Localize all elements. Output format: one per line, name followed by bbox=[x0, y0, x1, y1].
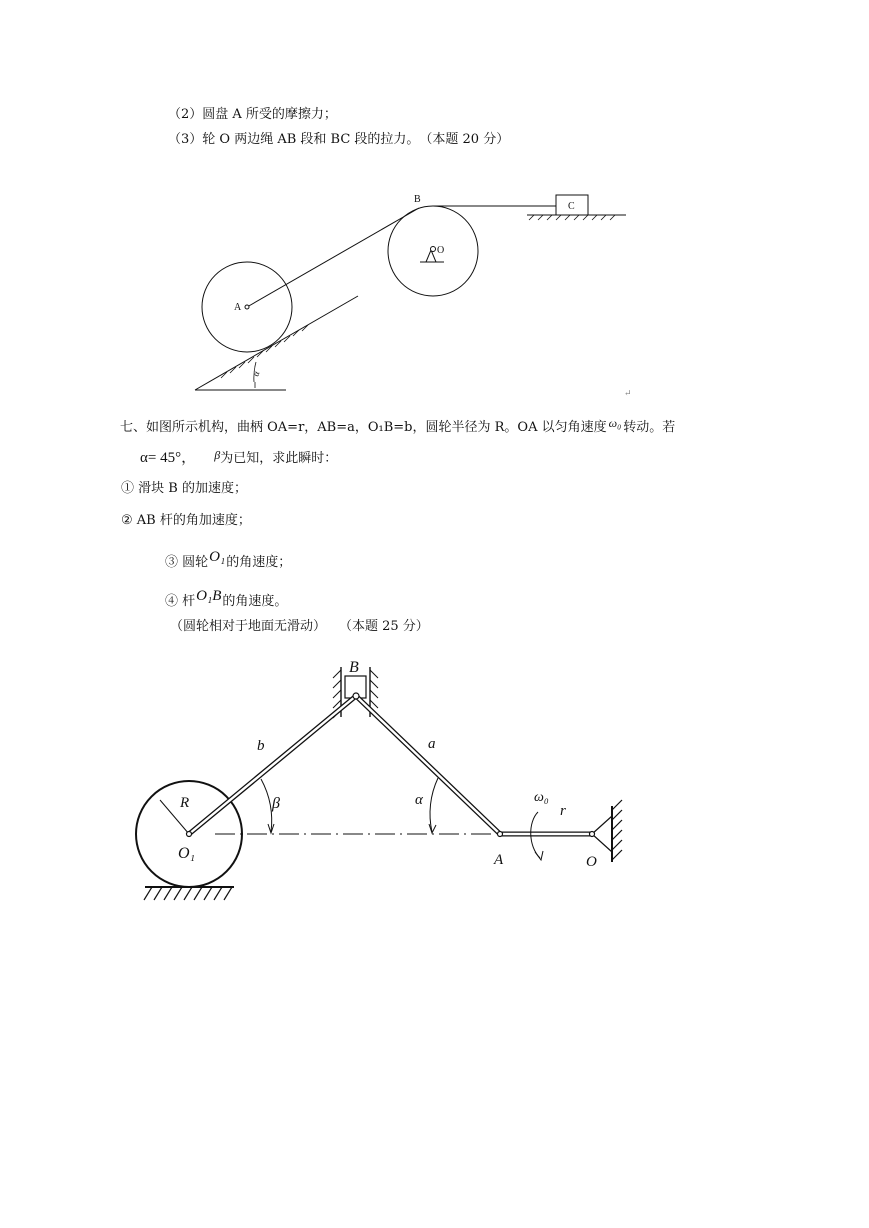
wall-o-hatch bbox=[612, 800, 622, 860]
q3-symbol: O₁ bbox=[209, 549, 226, 565]
problem7-q4-suffix: 的角速度。 bbox=[222, 594, 288, 609]
problem7-q4-prefix: ④ 杆 bbox=[165, 594, 196, 609]
label-angle: α bbox=[250, 369, 262, 378]
alpha-equation: α= 45°， bbox=[140, 450, 197, 466]
problem7-note: （圆轮相对于地面无滑动） （本题 25 分） bbox=[170, 619, 429, 634]
incline-hatch bbox=[221, 325, 308, 378]
label-b-top: B bbox=[414, 194, 421, 205]
fig-label-o1: O₁ bbox=[178, 845, 196, 862]
fig-label-alpha: α bbox=[415, 792, 423, 808]
problem6-item-3: （3）轮 O 两边绳 AB 段和 BC 段的拉力。 （本题 20 分） bbox=[168, 132, 510, 147]
omega0-symbol: ω₀ bbox=[608, 416, 622, 430]
problem7-q3-line bbox=[165, 548, 291, 572]
problem7-figure bbox=[0, 640, 869, 930]
ground-c-hatch bbox=[529, 215, 615, 220]
joint-o bbox=[590, 832, 595, 837]
problem7-q1: ① 滑块 B 的加速度； bbox=[121, 481, 247, 496]
problem6-figure bbox=[0, 0, 869, 400]
fig-label-r-upper: R bbox=[180, 795, 190, 811]
problem7-q3-suffix: 的角速度； bbox=[226, 555, 292, 570]
q4-symbol: O₁B bbox=[196, 588, 222, 604]
beta-arc bbox=[261, 779, 272, 832]
fig-label-a-lower: a bbox=[428, 736, 436, 752]
problem7-intro-line bbox=[120, 414, 675, 437]
fig-label-beta: β bbox=[272, 795, 280, 812]
joint-b bbox=[353, 693, 359, 699]
alpha-arc bbox=[430, 778, 438, 832]
ground-wheel-hatch bbox=[144, 887, 232, 900]
return-mark: ↵ bbox=[624, 388, 632, 398]
label-c: C bbox=[568, 201, 575, 212]
fig-label-a-upper: A bbox=[494, 852, 504, 868]
pin-support-o bbox=[426, 250, 436, 262]
problem7-q4-line bbox=[165, 587, 287, 611]
joint-o1 bbox=[187, 832, 192, 837]
label-o: O bbox=[437, 245, 445, 256]
fig-label-b: B bbox=[349, 659, 359, 676]
joint-a bbox=[498, 832, 503, 837]
problem7-q2: ② AB 杆的角加速度； bbox=[121, 513, 251, 528]
problem7-intro: 七、如图所示机构，曲柄 OA=r，AB=a，O₁B=b，圆轮半径为 R。OA 以匀角速度 bbox=[120, 420, 607, 435]
problem7-q3-prefix: ③ 圆轮 bbox=[165, 555, 209, 570]
disk-a-center bbox=[245, 305, 249, 309]
problem7-condition-line bbox=[140, 446, 337, 468]
fig-label-b-lower: b bbox=[257, 738, 265, 754]
given-tail: 为已知，求此瞬时： bbox=[220, 451, 338, 466]
fig-label-o: O bbox=[586, 854, 597, 870]
beta-symbol: β bbox=[214, 448, 221, 462]
problem6-item-2: （2）圆盘 A 所受的摩擦力； bbox=[168, 107, 337, 122]
problem7-intro-tail: 转动。若 bbox=[623, 420, 676, 435]
rope-ab bbox=[247, 208, 419, 307]
fig-label-r-lower: r bbox=[560, 803, 566, 819]
fig-label-omega0: ω₀ bbox=[534, 790, 549, 805]
label-a: A bbox=[234, 302, 242, 313]
